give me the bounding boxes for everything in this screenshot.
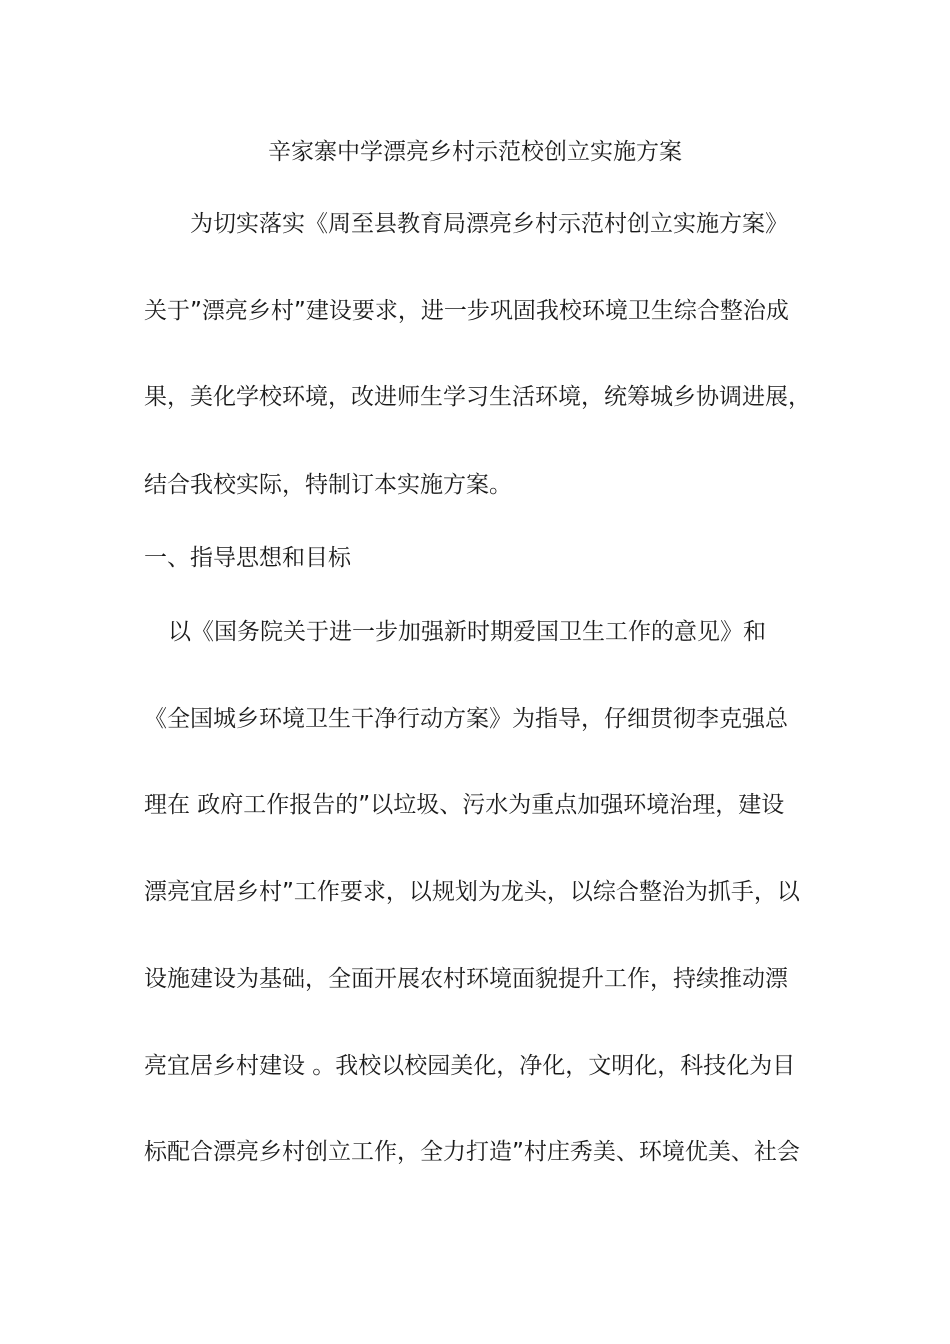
paragraph-line-9: 设施建设为基础，全面开展农村环境面貌提升工作，持续推动漂 [144, 966, 788, 992]
paragraph-line-6: 《全国城乡环境卫生干净行动方案》为指导，仔细贯彻李克强总 [144, 706, 788, 732]
document-title: 辛家寨中学漂亮乡村示范校创立实施方案 [268, 139, 682, 165]
paragraph-line-1: 为切实落实《周至县教育局漂亮乡村示范村创立实施方案》 [190, 211, 788, 237]
paragraph-line-8: 漂亮宜居乡村”工作要求，以规划为龙头，以综合整治为抓手，以 [144, 879, 800, 905]
paragraph-line-5: 以《国务院关于进一步加强新时期爱国卫生工作的意见》和 [168, 619, 766, 645]
paragraph-line-7: 理在 政府工作报告的”以垃圾、污水为重点加强环境治理，建设 [144, 792, 785, 818]
paragraph-line-10: 亮宜居乡村建设 。我校以校园美化，净化，文明化，科技化为目 [144, 1053, 796, 1079]
section-heading: 一、指导思想和目标 [144, 545, 351, 571]
paragraph-line-4: 结合我校实际，特制订本实施方案。 [144, 472, 512, 498]
paragraph-line-2: 关于”漂亮乡村”建设要求，进一步巩固我校环境卫生综合整治成 [144, 298, 789, 324]
paragraph-line-11: 标配合漂亮乡村创立工作，全力打造”村庄秀美、环境优美、社会 [144, 1139, 800, 1165]
paragraph-line-3: 果，美化学校环境，改进师生学习生活环境，统筹城乡协调进展， [144, 384, 811, 410]
